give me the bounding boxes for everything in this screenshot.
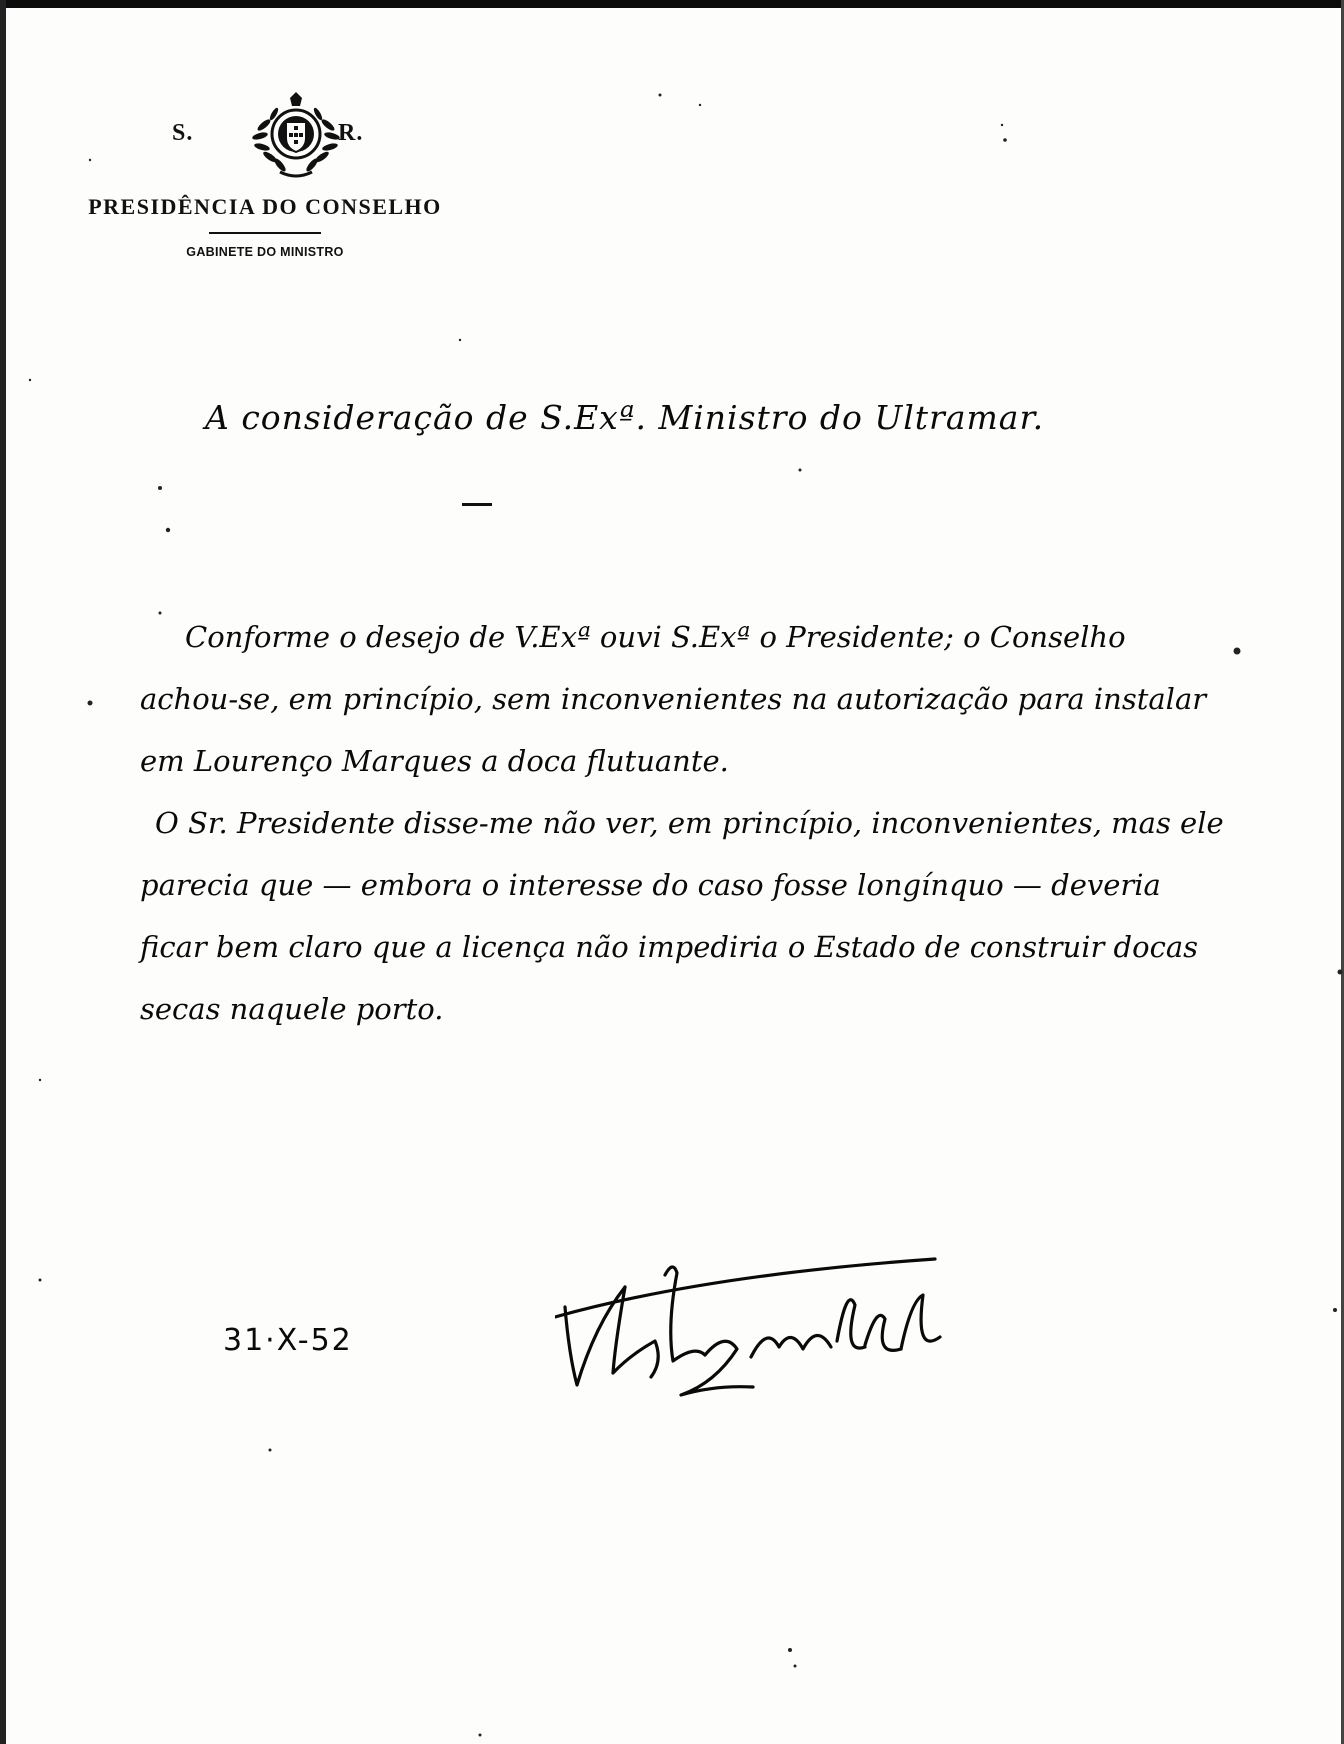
- letterhead: [50, 90, 480, 259]
- letter-body: [140, 606, 1230, 1040]
- coat-of-arms-icon: [250, 90, 342, 180]
- scan-edge-top: [0, 0, 1344, 8]
- letter-paragraph: O Sr. Presidente disse-me não ver, em princípio, inconvenientes, mas ele parecia que — embora o interesse do caso fosse longínquo — deveria ficar bem claro que a licença não impediria o Estado de construir docas secas naquele porto.: [140, 806, 1224, 1026]
- signature: [555, 1245, 955, 1415]
- letter-paragraph: Conforme o desejo de V.Exª ouvi S.Exª o Presidente; o Conselho achou-se, em princípio, sem inconvenientes na autorização para instalar em Lourenço Marques a doca flutuante.: [140, 620, 1207, 778]
- letterhead-department: GABINETE DO MINISTRO: [186, 245, 344, 259]
- letter-salutation: A consideração de S.Exª. Ministro do Ultramar.: [205, 398, 1045, 437]
- separator-dash: [462, 503, 492, 506]
- scan-edge-left: [0, 0, 6, 1744]
- letter-date: 31·X-52: [223, 1323, 353, 1358]
- letterhead-office-title: PRESIDÊNCIA DO CONSELHO: [88, 194, 442, 219]
- letterhead-initial-s: S.: [172, 120, 194, 146]
- letterhead-monogram: [50, 90, 480, 180]
- letterhead-initial-r: R.: [338, 120, 364, 146]
- letterhead-divider: [209, 232, 321, 234]
